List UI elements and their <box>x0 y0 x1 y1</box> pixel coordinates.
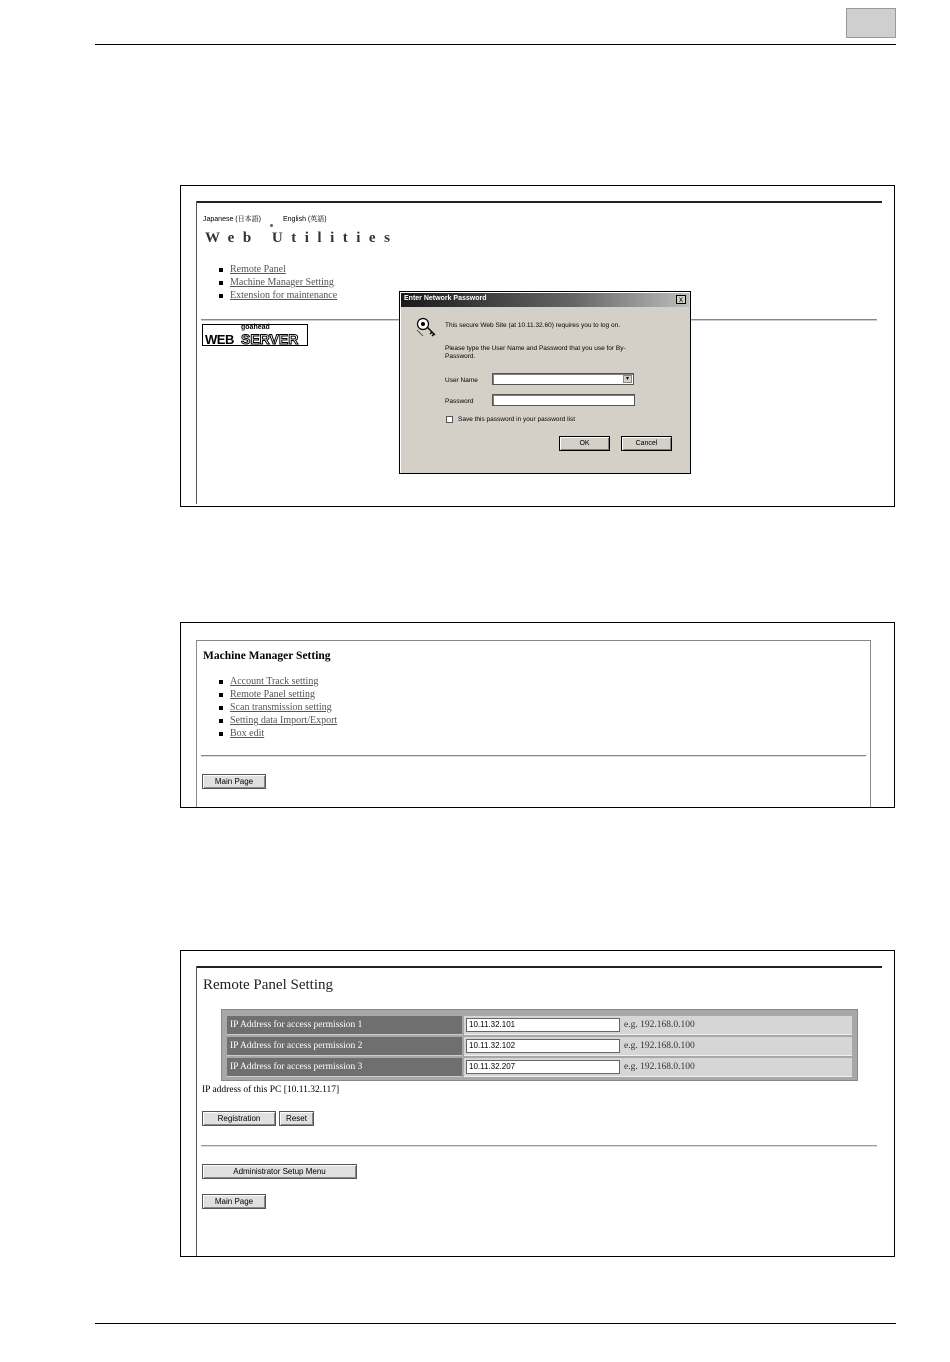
goahead-webserver-logo <box>202 324 308 346</box>
save-password-checkbox[interactable] <box>446 416 453 423</box>
menu-item-extension <box>216 289 337 302</box>
remote-panel-screenshot <box>180 950 895 1257</box>
title-dot <box>270 224 273 227</box>
table-row <box>227 1058 852 1077</box>
menu-item-account-track <box>216 675 337 688</box>
user-name-label: User Name <box>445 377 478 384</box>
ip-input-1[interactable]: 10.11.32.101 <box>466 1018 620 1032</box>
password-field[interactable] <box>492 394 635 406</box>
import-export-link[interactable]: Setting data Import/Export <box>230 715 338 726</box>
chevron-down-icon[interactable]: ▾ <box>623 375 632 383</box>
ip-label-1: IP Address for access permission 1 <box>227 1016 462 1035</box>
logo-web-text: WEB <box>205 332 234 347</box>
ip-label-2: IP Address for access permission 2 <box>227 1037 462 1056</box>
save-password-label: Save this password in your password list <box>458 416 576 423</box>
cancel-button[interactable]: Cancel <box>621 436 672 451</box>
remote-panel-setting-link[interactable]: Remote Panel setting <box>230 689 315 700</box>
ip-input-2[interactable]: 10.11.32.102 <box>466 1039 620 1053</box>
chapter-tab <box>846 8 896 38</box>
logo-server-text: SERVER <box>241 331 299 347</box>
machine-manager-title: Machine Manager Setting <box>203 650 331 662</box>
dialog-message: This secure Web Site (at 10.11.32.60) requires you to log on. <box>445 322 620 329</box>
ip-example-3: e.g. 192.168.0.100 <box>624 1062 695 1072</box>
menu-item-import-export <box>216 714 337 727</box>
footer-rule <box>95 1323 896 1324</box>
divider <box>201 755 866 757</box>
close-icon[interactable]: x <box>676 295 686 304</box>
ip-cell-3 <box>464 1058 852 1077</box>
pc-ip-address: IP address of this PC [10.11.32.117] <box>202 1085 340 1095</box>
password-label: Password <box>445 398 474 405</box>
ok-button[interactable]: OK <box>559 436 610 451</box>
divider <box>201 1145 877 1147</box>
browser-left-edge <box>196 966 197 1256</box>
dialog-title: Enter Network Password <box>404 295 487 302</box>
key-icon <box>414 315 438 339</box>
dialog-instruction-1: Please type the User Name and Password that you use for By- <box>445 345 626 352</box>
account-track-link[interactable]: Account Track setting <box>230 676 319 687</box>
main-page-button[interactable]: Main Page <box>202 1194 266 1209</box>
dialog-title-bar[interactable] <box>401 293 689 307</box>
user-name-combo[interactable] <box>492 373 634 385</box>
browser-top-edge <box>196 201 882 203</box>
remote-panel-title: Remote Panel Setting <box>203 977 333 993</box>
reset-button[interactable]: Reset <box>279 1111 314 1126</box>
menu-item-box-edit <box>216 727 337 740</box>
ip-example-1: e.g. 192.168.0.100 <box>624 1020 695 1030</box>
ip-label-3: IP Address for access permission 3 <box>227 1058 462 1077</box>
registration-button[interactable]: Registration <box>202 1111 276 1126</box>
extension-maintenance-link[interactable]: Extension for maintenance <box>230 290 338 301</box>
remote-panel-link[interactable]: Remote Panel <box>230 264 286 275</box>
menu-item-remote-panel <box>216 263 337 276</box>
main-page-button[interactable]: Main Page <box>202 774 266 789</box>
machine-manager-setting-link[interactable]: Machine Manager Setting <box>230 277 334 288</box>
menu-item-machine-manager <box>216 276 337 289</box>
box-edit-link[interactable]: Box edit <box>230 728 265 739</box>
language-japanese-link[interactable]: Japanese (日本語) <box>203 216 261 223</box>
web-utilities-title: Web Utilities <box>205 230 399 246</box>
ip-example-2: e.g. 192.168.0.100 <box>624 1041 695 1051</box>
ip-permission-table <box>221 1009 858 1081</box>
table-row <box>227 1037 852 1056</box>
ip-cell-1 <box>464 1016 852 1035</box>
language-english-link[interactable]: English (英語) <box>283 216 327 223</box>
table-row <box>227 1016 852 1035</box>
logo-small-text: goahead <box>241 324 270 331</box>
menu-item-scan-transmission <box>216 701 337 714</box>
header-rule <box>95 44 896 45</box>
ip-input-3[interactable]: 10.11.32.207 <box>466 1060 620 1074</box>
menu-item-remote-panel-setting <box>216 688 337 701</box>
browser-left-edge <box>196 201 197 504</box>
ip-cell-2 <box>464 1037 852 1056</box>
scan-transmission-link[interactable]: Scan transmission setting <box>230 702 332 713</box>
network-password-dialog <box>399 291 691 474</box>
machine-manager-menu <box>216 675 337 740</box>
browser-top-edge <box>196 966 882 968</box>
dialog-instruction-2: Password. <box>445 353 476 360</box>
web-utilities-menu <box>216 263 337 302</box>
administrator-setup-menu-button[interactable]: Administrator Setup Menu <box>202 1164 357 1179</box>
